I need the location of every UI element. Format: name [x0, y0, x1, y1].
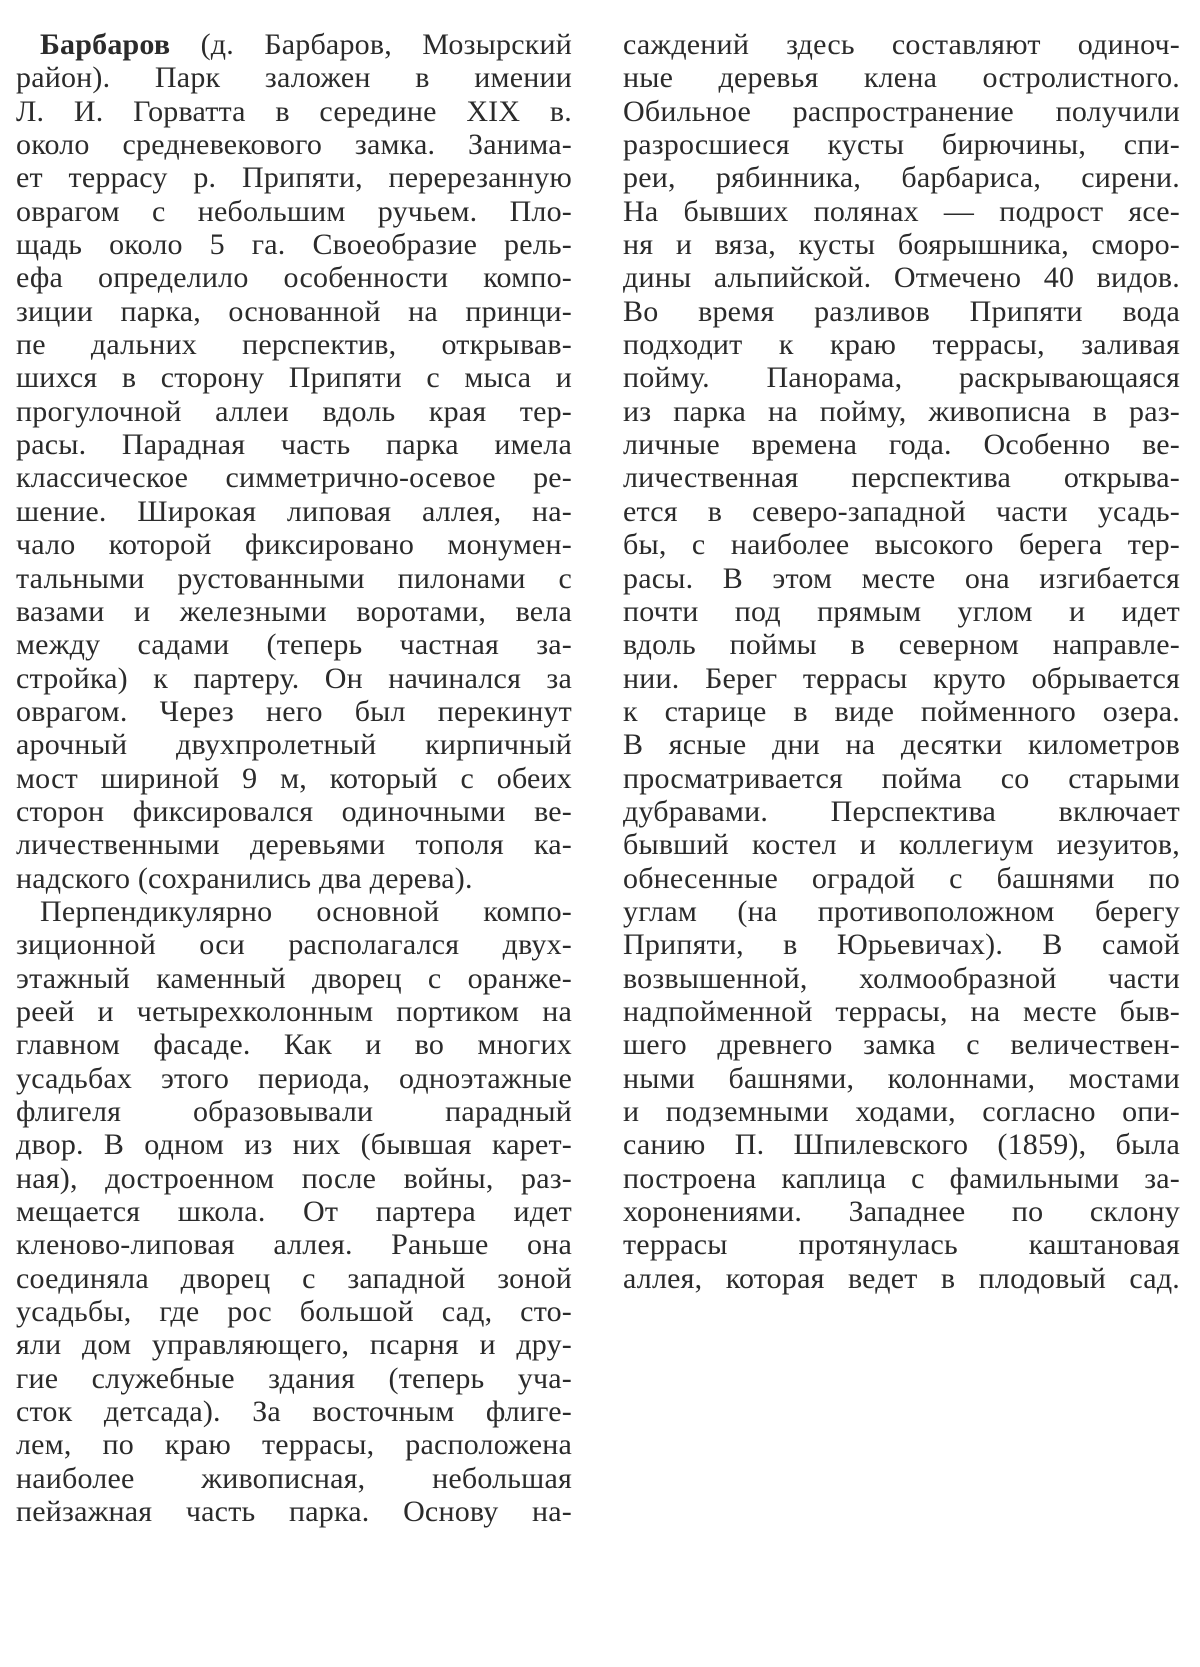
text-line: и подземными ходами, согласно опи-	[623, 1095, 1180, 1128]
text-line: пе дальних перспектив, открывав-	[16, 328, 572, 362]
text-line: вдоль поймы в северном направле-	[623, 628, 1180, 662]
text-line: флигеля образовывали парадный	[16, 1095, 572, 1128]
text-line: дубравами. Перспектива включает	[623, 794, 1180, 828]
text-line: дины альпийской. Отмечено 40 видов.	[623, 261, 1180, 295]
text-line: Барбаров (д. Барбаров, Мозырский	[40, 28, 572, 61]
paragraph-end-line: надского (сохранились два дерева).	[16, 861, 473, 895]
text-line: шихся в сторону Припяти с мыса и	[16, 361, 572, 395]
text-line: Во время разливов Припяти вода	[623, 294, 1180, 328]
text-line: Обильное распространение получили	[623, 94, 1180, 128]
text-line: ефа определило особенности компо-	[16, 261, 572, 295]
text-line: надпойменной террасы, на месте быв-	[623, 994, 1180, 1028]
text-line: усадьбах этого периода, одноэтажные	[16, 1061, 572, 1095]
text-line: реей и четырехколонным портиком на	[16, 994, 572, 1028]
text-line: углам (на противоположном берегу	[623, 894, 1180, 928]
text-line: Л. И. Горватта в середине XIX в.	[16, 94, 572, 128]
entry-heading-term: Барбаров	[40, 28, 171, 61]
text-line: аллея, которая ведет в плодовый сад.	[623, 1261, 1180, 1295]
text-line: оврагом. Через него был перекинут	[16, 694, 572, 728]
text-line: сток детсада). За восточным флиге-	[16, 1395, 572, 1429]
text-line: мост шириной 9 м, который с обеих	[16, 761, 572, 795]
text-line: шение. Широкая липовая аллея, на-	[16, 494, 572, 528]
text-line: около средневекового замка. Занима-	[16, 128, 572, 162]
text-line: двор. В одном из них (бывшая карет-	[16, 1128, 572, 1162]
text-line: из парка на пойму, живописна в раз-	[623, 394, 1180, 428]
text-line: кленово-липовая аллея. Раньше она	[16, 1228, 572, 1262]
text-line: террасы протянулась каштановая	[623, 1228, 1180, 1262]
text-line: расы. Парадная часть парка имела	[16, 428, 572, 462]
text-line: усадьбы, где рос большой сад, сто-	[16, 1295, 572, 1329]
text-line: шего древнего замка с величествен-	[623, 1028, 1180, 1062]
text-line: личные времена года. Особенно ве-	[623, 428, 1180, 462]
text-line: сторон фиксировался одиночными ве-	[16, 794, 572, 828]
text-line: к старице в виде пойменного озера.	[623, 694, 1180, 728]
text-line: лем, по краю террасы, расположена	[16, 1428, 572, 1462]
text-line: мещается школа. От партера идет	[16, 1195, 572, 1229]
text-line: яли дом управляющего, псарня и дру-	[16, 1328, 572, 1362]
text-line: щадь около 5 га. Своеобразие рель-	[16, 228, 572, 262]
text-line: ными башнями, колоннами, мостами	[623, 1061, 1180, 1095]
text-line: ется в северо-западной части усадь-	[623, 494, 1180, 528]
text-line: чало которой фиксировано монумен-	[16, 528, 572, 562]
text-line: ные деревья клена остролистного.	[623, 61, 1180, 95]
text-line: бывший костел и коллегиум иезуитов,	[623, 828, 1180, 862]
text-line: возвышенной, холмообразной части	[623, 961, 1180, 995]
paragraph-start-line: Перпендикулярно основной компо-	[40, 894, 572, 928]
text-line: между садами (теперь частная за-	[16, 628, 572, 662]
text-line: ет террасу р. Припяти, перерезанную	[16, 161, 572, 195]
text-line: просматривается пойма со старыми	[623, 761, 1180, 795]
text-line: почти под прямым углом и идет	[623, 594, 1180, 628]
text-line: прогулочной аллеи вдоль края тер-	[16, 394, 572, 428]
text-line: хоронениями. Западнее по склону	[623, 1195, 1180, 1229]
text-line: пейзажная часть парка. Основу на-	[16, 1495, 572, 1529]
text-line: главном фасаде. Как и во многих	[16, 1028, 572, 1062]
text-line: бы, с наиболее высокого берега тер-	[623, 528, 1180, 562]
text-line: район). Парк заложен в имении	[16, 61, 572, 95]
text-line: обнесенные оградой с башнями по	[623, 861, 1180, 895]
text-line: вазами и железными воротами, вела	[16, 594, 572, 628]
text-line: На бывших полянах — подрост ясе-	[623, 194, 1180, 228]
text-line: наиболее живописная, небольшая	[16, 1461, 572, 1495]
text-line: этажный каменный дворец с оранже-	[16, 961, 572, 995]
text-line: классическое симметрично-осевое ре-	[16, 461, 572, 495]
text-line: ня и вяза, кусты боярышника, сморо-	[623, 228, 1180, 262]
text-line: личественная перспектива открыва-	[623, 461, 1180, 495]
text-line: разросшиеся кусты бирючины, спи-	[623, 128, 1180, 162]
text-line: арочный двухпролетный кирпичный	[16, 728, 572, 762]
text-line: нии. Берег террасы круто обрывается	[623, 661, 1180, 695]
text-line: санию П. Шпилевского (1859), была	[623, 1128, 1180, 1162]
text-line: Припяти, в Юрьевичах). В самой	[623, 928, 1180, 962]
text-line: построена каплица с фамильными за-	[623, 1161, 1180, 1195]
text-line: соединяла дворец с западной зоной	[16, 1261, 572, 1295]
text-line: саждений здесь составляют одиноч-	[623, 28, 1180, 61]
left-column	[16, 28, 572, 1528]
text-line: зиционной оси располагался двух-	[16, 928, 572, 962]
text-line: тальными рустованными пилонами с	[16, 561, 572, 595]
text-line: оврагом с небольшим ручьем. Пло-	[16, 194, 572, 228]
text-line: личественными деревьями тополя ка-	[16, 828, 572, 862]
text-line: зиции парка, основанной на принци-	[16, 294, 572, 328]
text-line: реи, рябинника, барбариса, сирени.	[623, 161, 1180, 195]
text-line: стройка) к партеру. Он начинался за	[16, 661, 572, 695]
text-line: В ясные дни на десятки километров	[623, 728, 1180, 762]
text-line: гие служебные здания (теперь уча-	[16, 1361, 572, 1395]
text-line: ная), достроенном после войны, раз-	[16, 1161, 572, 1195]
text-line: подходит к краю террасы, заливая	[623, 328, 1180, 362]
text-line: расы. В этом месте она изгибается	[623, 561, 1180, 595]
text-line: пойму. Панорама, раскрывающаяся	[623, 361, 1180, 395]
right-column	[623, 28, 1180, 1295]
